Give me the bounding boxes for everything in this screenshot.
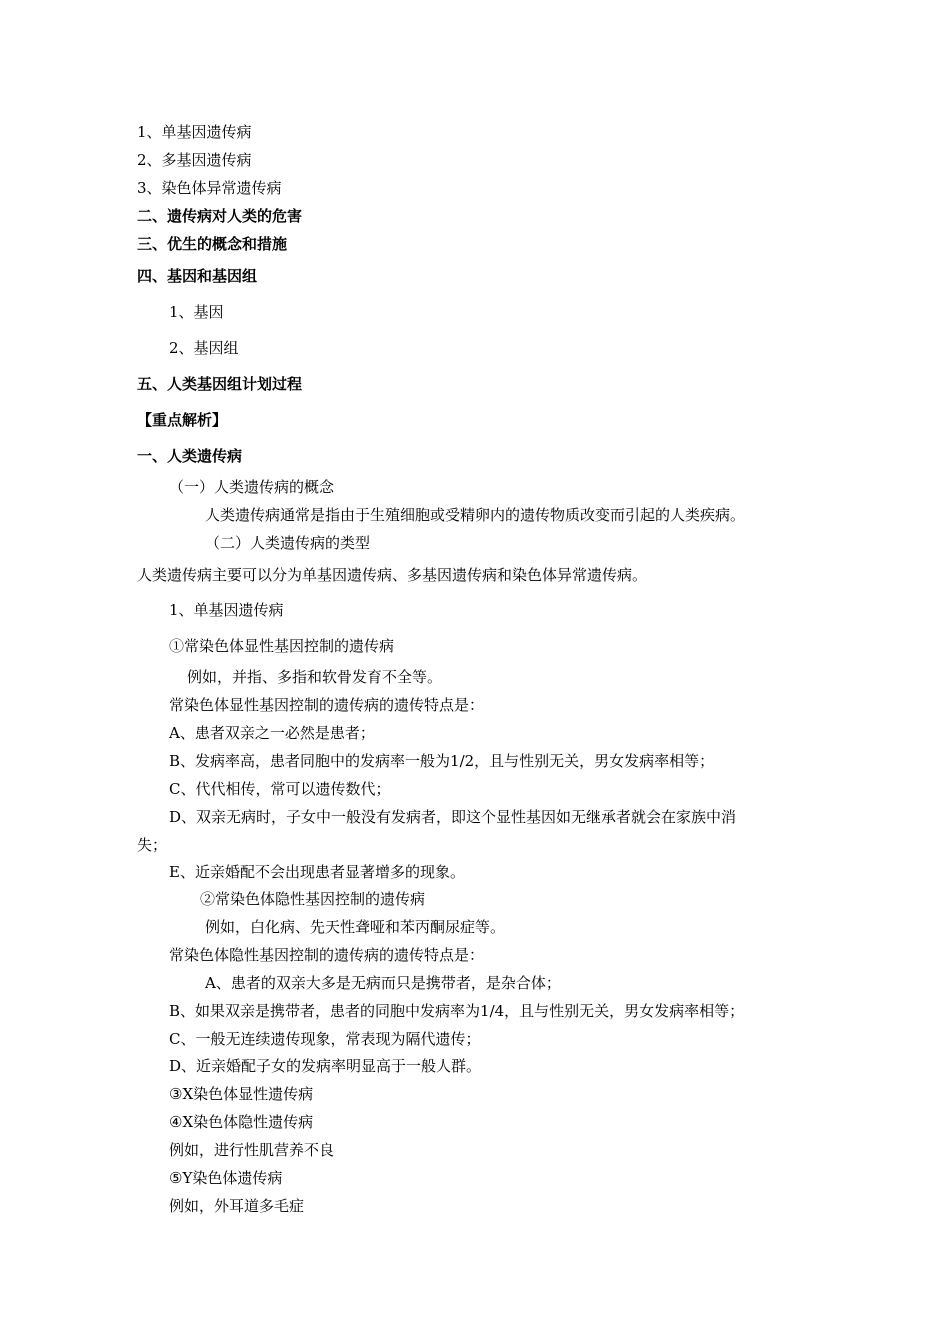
- autosomal-recessive-feature-b: B、如果双亲是携带者，患者的同胞中发病率为1/4，且与性别无关，男女发病率相等；: [169, 1002, 745, 1020]
- autosomal-dominant-feature-c: C、代代相传，常可以遗传数代；: [169, 780, 391, 798]
- section-heading-1: 一、人类遗传病: [137, 447, 243, 465]
- x-recessive-title: ④X染色体隐性遗传病: [169, 1113, 314, 1131]
- types-title: （二）人类遗传病的类型: [205, 534, 371, 552]
- concept-title: （一）人类遗传病的概念: [169, 478, 335, 496]
- autosomal-recessive-example: 例如，白化病、先天性聋哑和苯丙酮尿症等。: [205, 918, 506, 936]
- section-heading-5: 五、人类基因组计划过程: [137, 375, 303, 393]
- autosomal-dominant-feature-a: A、患者双亲之一必然是患者；: [169, 724, 375, 742]
- x-dominant-title: ③X染色体显性遗传病: [169, 1085, 314, 1103]
- section-heading-3: 三、优生的概念和措施: [137, 235, 288, 253]
- autosomal-recessive-feature-a: A、患者的双亲大多是无病而只是携带者，是杂合体；: [205, 974, 561, 992]
- section-4-subitem-1: 1、基因: [169, 303, 224, 321]
- autosomal-recessive-feature-c: C、一般无连续遗传现象，常表现为隔代遗传；: [169, 1030, 481, 1048]
- y-linked-example: 例如，外耳道多毛症: [169, 1197, 305, 1215]
- outline-item-1: 1、单基因遗传病: [137, 123, 252, 141]
- section-heading-2: 二、遗传病对人类的危害: [137, 207, 303, 225]
- key-points-header: 【重点解析】: [137, 411, 228, 429]
- types-text: 人类遗传病主要可以分为单基因遗传病、多基因遗传病和染色体异常遗传病。: [137, 566, 648, 584]
- autosomal-dominant-feature-d-cont: 失；: [137, 836, 168, 854]
- autosomal-recessive-features-title: 常染色体隐性基因控制的遗传病的遗传特点是：: [169, 946, 485, 964]
- autosomal-dominant-feature-d: D、双亲无病时，子女中一般没有发病者，即这个显性基因如无继承者就会在家族中消: [169, 808, 737, 826]
- autosomal-dominant-example: 例如，并指、多指和软骨发育不全等。: [187, 668, 443, 686]
- outline-item-2: 2、多基因遗传病: [137, 151, 252, 169]
- y-linked-title: ⑤Y染色体遗传病: [169, 1169, 283, 1187]
- section-heading-4: 四、基因和基因组: [137, 267, 258, 285]
- autosomal-dominant-feature-b: B、发病率高，患者同胞中的发病率一般为1/2，且与性别无关，男女发病率相等；: [169, 752, 715, 770]
- autosomal-dominant-features-title: 常染色体显性基因控制的遗传病的遗传特点是：: [169, 696, 485, 714]
- autosomal-recessive-feature-d: D、近亲婚配子女的发病率明显高于一般人群。: [169, 1057, 482, 1075]
- single-gene-title: 1、单基因遗传病: [169, 601, 284, 619]
- section-4-subitem-2: 2、基因组: [169, 339, 239, 357]
- autosomal-dominant-feature-e: E、近亲婚配不会出现患者显著增多的现象。: [169, 863, 465, 881]
- concept-text: 人类遗传病通常是指由于生殖细胞或受精卵内的遗传物质改变而引起的人类疾病。: [205, 506, 746, 524]
- x-recessive-example: 例如，进行性肌营养不良: [169, 1141, 335, 1159]
- autosomal-recessive-title: ②常染色体隐性基因控制的遗传病: [200, 890, 426, 908]
- outline-item-3: 3、染色体异常遗传病: [137, 179, 282, 197]
- autosomal-dominant-title: ①常染色体显性基因控制的遗传病: [169, 637, 395, 655]
